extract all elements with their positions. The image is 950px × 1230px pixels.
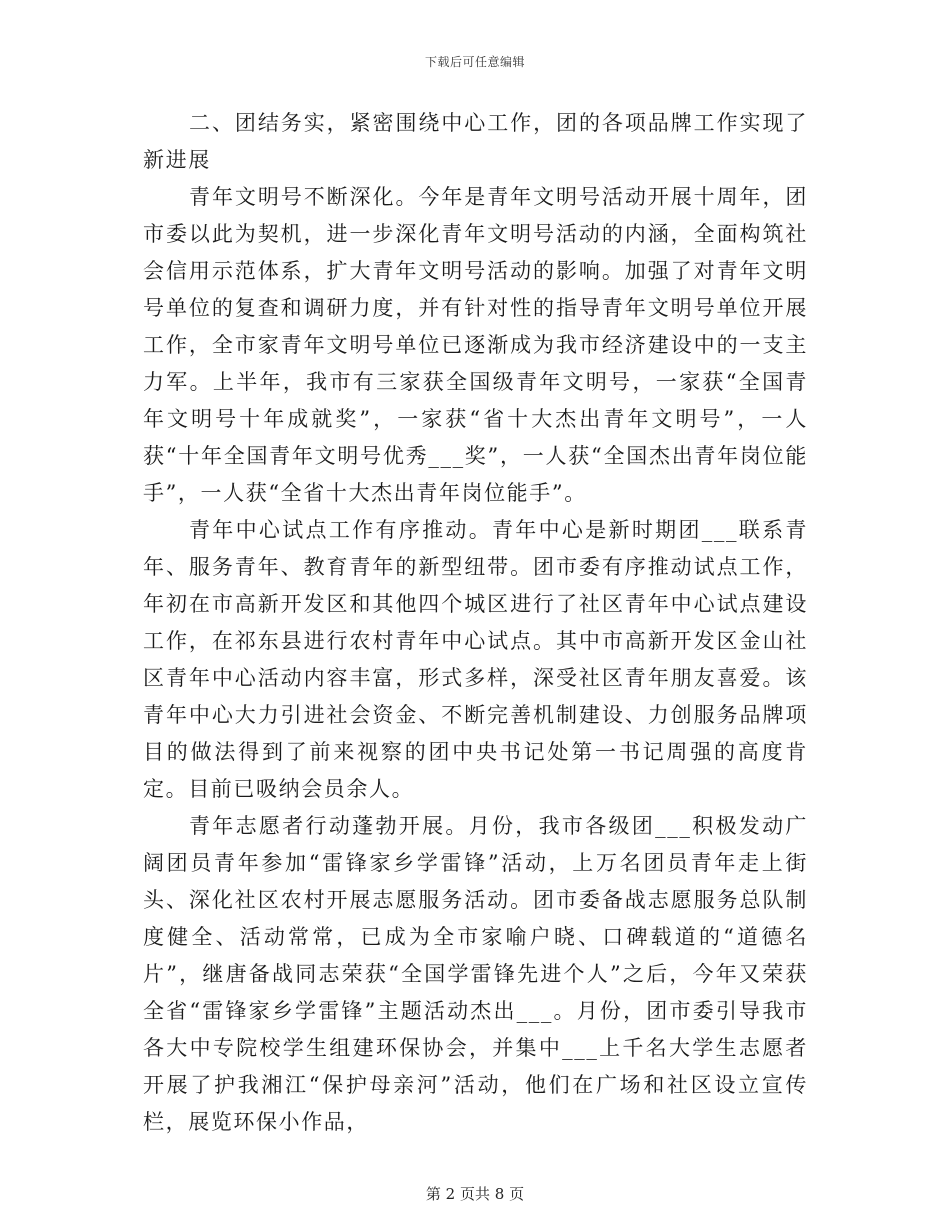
page-footer: 第 2 页共 8 页 [425,1185,525,1203]
paragraph-section-heading: 二、团结务实，紧密围绕中心工作，团的各项品牌工作实现了新进展 [143,111,808,172]
paragraph-youth-civilization: 青年文明号不断深化。今年是青年文明号活动开展十周年，团市委以此为契机，进一步深化青年文明号活动的内涵，全面构筑社会信用示范体系，扩大青年文明号活动的影响。加强了对青年文明号单位的复查和调研力度，并有针对性的指导青年文明号单位开展工作，全市家青年文明号单位已逐渐成为我市经济建设中的一支主力军。上半年，我市有三家获全国级青年文明号，一家获“全国青年文明号十年成就奖”，一家获“省十大杰出青年文明号”，一人获“十年全国青年文明号优秀___奖”，一人获“全国杰出青年岗位能手”，一人获“全省十大杰出青年岗位能手”。 [143,185,808,505]
paragraph-youth-center: 青年中心试点工作有序推动。青年中心是新时期团___联系青年、服务青年、教育青年的新型纽带。团市委有序推动试点工作，年初在市高新开发区和其他四个城区进行了社区青年中心试点建设工作，在祁东县进行农村青年中心试点。其中市高新开发区金山社区青年中心活动内容丰富，形式多样，深受社区青年朋友喜爱。该青年中心大力引进社会资金、不断完善机制建设、力创服务品牌项目的做法得到了前来视察的团中央书记处第一书记周强的高度肯定。目前已吸纳会员余人。 [143,518,808,801]
document-body [143,105,808,1141]
paragraph-volunteer: 青年志愿者行动蓬勃开展。月份，我市各级团___积极发动广阔团员青年参加“雷锋家乡学雷锋”活动，上万名团员青年走上街头、深化社区农村开展志愿服务活动。团市委备战志愿服务总队制度健全、活动常常，已成为全市家喻户晓、口碑载道的“道德名片”，继唐备战同志荣获“全国学雷锋先进个人”之后，今年又荣获全省“雷锋家乡学雷锋”主题活动杰出___。月份，团市委引导我市各大中专院校学生组建环保协会，并集中___上千名大学生志愿者开展了护我湘江“保护母亲河”活动，他们在广场和社区设立宣传栏，展览环保小作品， [143,814,808,1134]
page-header: 下载后可任意编辑 [424,55,525,69]
